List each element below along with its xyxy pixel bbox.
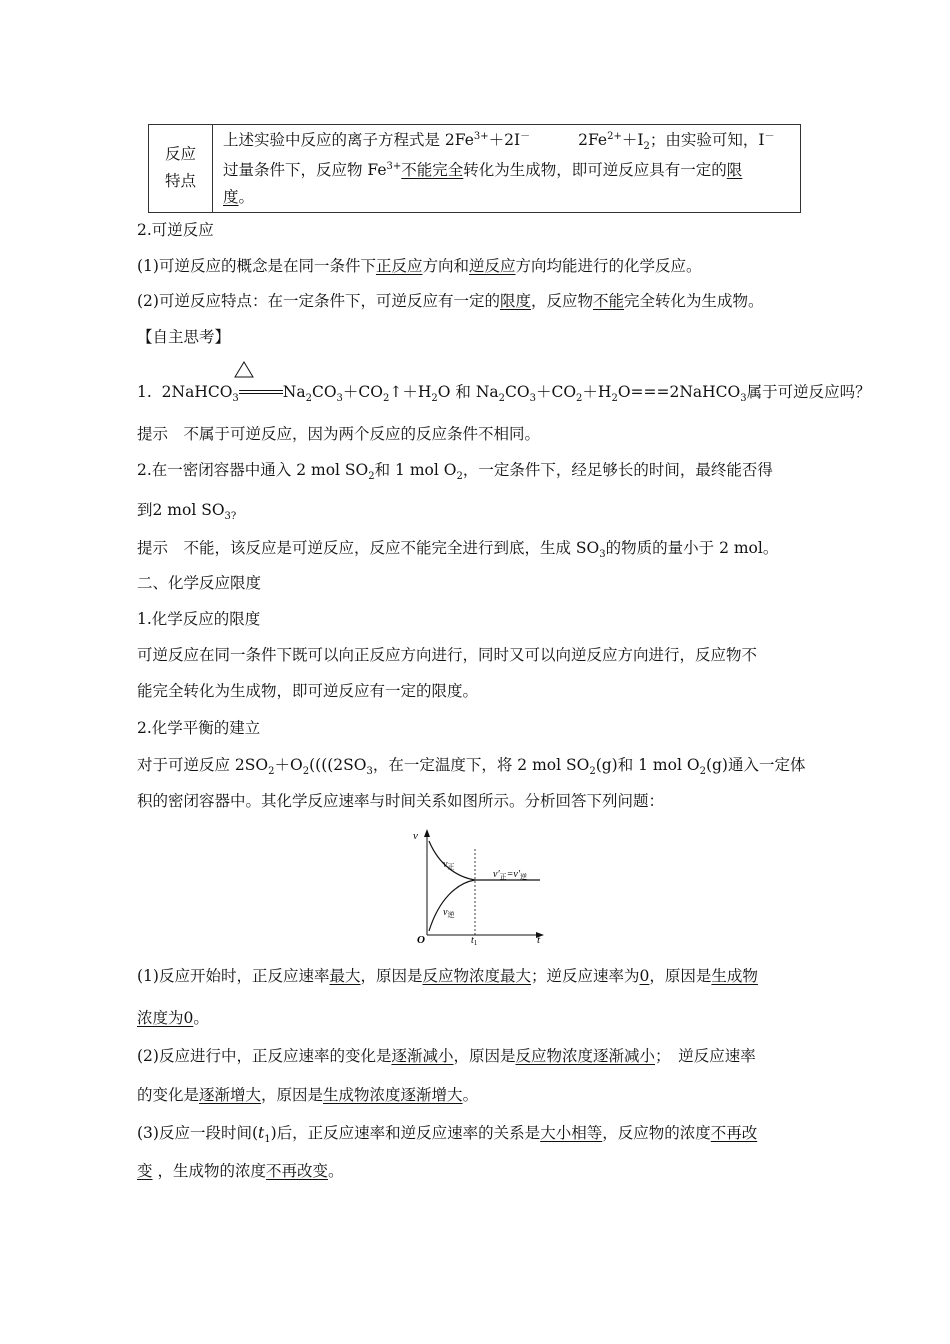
analysis-1-line2: 浓度为0。 bbox=[137, 1009, 209, 1027]
section-reversible-title: 2.可逆反应 bbox=[137, 221, 214, 239]
limit-paragraph-line2: 能完全转化为生成物，即可逆反应有一定的限度。 bbox=[137, 682, 479, 700]
subsection-equilibrium-title: 2.化学平衡的建立 bbox=[137, 719, 261, 737]
table-content-line1: 上述实验中反应的离子方程式是 $2Fe^{3+}+2I^-$ $2Fe^{2+}+I_2$；由实验可知，I－ bbox=[223, 130, 775, 153]
equilibrium-paragraph-line2: 积的密闭容器中。其化学反应速率与时间关系如图所示。分析回答下列问题： bbox=[137, 792, 665, 810]
question-2-line2: 到2 mol $SO_{3?}$ bbox=[137, 501, 237, 523]
section-limit-title: 二、化学反应限度 bbox=[137, 574, 262, 592]
heating-triangle-icon bbox=[233, 360, 255, 380]
table-content-line3: 度。 bbox=[223, 188, 255, 206]
table-label-line2: 特点 bbox=[165, 172, 197, 190]
rate-time-graph bbox=[405, 827, 555, 947]
limit-paragraph-line1: 可逆反应在同一条件下既可以向正反应方向进行，同时又可以向逆反应方向进行，反应物不 bbox=[137, 646, 758, 664]
reaction-features-table bbox=[148, 124, 801, 213]
question-2-line1: 2.在一密闭容器中通入 2 mol $SO_2$和 1 mol $O_2$，一定条件下，经足够长的时间，最终能否得 bbox=[137, 461, 773, 483]
equal-arrow-icon bbox=[239, 388, 283, 398]
self-thinking-heading: 【自主思考】 bbox=[137, 328, 231, 346]
reversible-features: (2)可逆反应特点：在一定条件下，可逆反应有一定的限度，反应物不能完全转化为生成物。 bbox=[137, 292, 764, 310]
analysis-2-line1: (2)反应进行中，正反应速率的变化是逐渐减小，原因是反应物浓度逐渐减小； 逆反应速率 bbox=[137, 1047, 756, 1065]
equilibrium-paragraph-line1: 对于可逆反应 $2SO_2+O_2((((2SO_3$，在一定温度下，将 2 mol $SO_2(g)$和 1 mol $O_2(g)$通入一定体 bbox=[137, 756, 806, 778]
table-label-line1: 反应 bbox=[165, 145, 197, 163]
analysis-3-line2: 变 ，生成物的浓度不再改变。 bbox=[137, 1162, 344, 1180]
analysis-1-line1: (1)反应开始时，正反应速率最大，原因是反应物浓度最大；逆反应速率为0，原因是生成物 bbox=[137, 967, 758, 985]
reversible-concept: (1)可逆反应的概念是在同一条件下正反应方向和逆反应方向均能进行的化学反应。 bbox=[137, 257, 702, 275]
x-axis-label: t bbox=[537, 934, 541, 946]
equilibrium-label: $v'_正=v'_逆$ bbox=[493, 869, 528, 881]
origin-label: O bbox=[417, 934, 425, 946]
t1-label: $t_1$ bbox=[471, 935, 478, 947]
reverse-rate-label: $v_逆$ bbox=[443, 907, 455, 919]
table-label-cell bbox=[149, 125, 213, 212]
answer-2: 提示 不能，该反应是可逆反应，反应不能完全进行到底，生成 $SO_3$的物质的量小于 2 mol。 bbox=[137, 539, 779, 561]
forward-rate-curve bbox=[429, 841, 475, 880]
question-1: 1. 2NaHCO$_3$ $Na_2CO_3+CO_2↑+H_2O$ 和 $Na_2CO_3+CO_2+H_2O===2NaHCO_3$属于可逆反应吗？ bbox=[137, 383, 871, 405]
subsection-limit-title: 1.化学反应的限度 bbox=[137, 610, 261, 628]
analysis-3-line1: (3)反应一段时间$(t_1)$后，正反应速率和逆反应速率的关系是大小相等，反应物的浓度不再改 bbox=[137, 1124, 758, 1146]
analysis-2-line2: 的变化是逐渐增大，原因是生成物浓度逐渐增大。 bbox=[137, 1086, 479, 1104]
reverse-rate-curve bbox=[429, 880, 475, 931]
y-axis-arrow-icon bbox=[424, 829, 430, 837]
table-content-line2: 过量条件下，反应物 $Fe^{3+}$不能完全转化为生成物，即可逆反应具有一定的限 bbox=[223, 160, 743, 179]
forward-rate-label: $v_正$ bbox=[443, 859, 455, 871]
answer-1: 提示 不属于可逆反应，因为两个反应的反应条件不相同。 bbox=[137, 425, 541, 443]
y-axis-label: v bbox=[413, 830, 418, 842]
